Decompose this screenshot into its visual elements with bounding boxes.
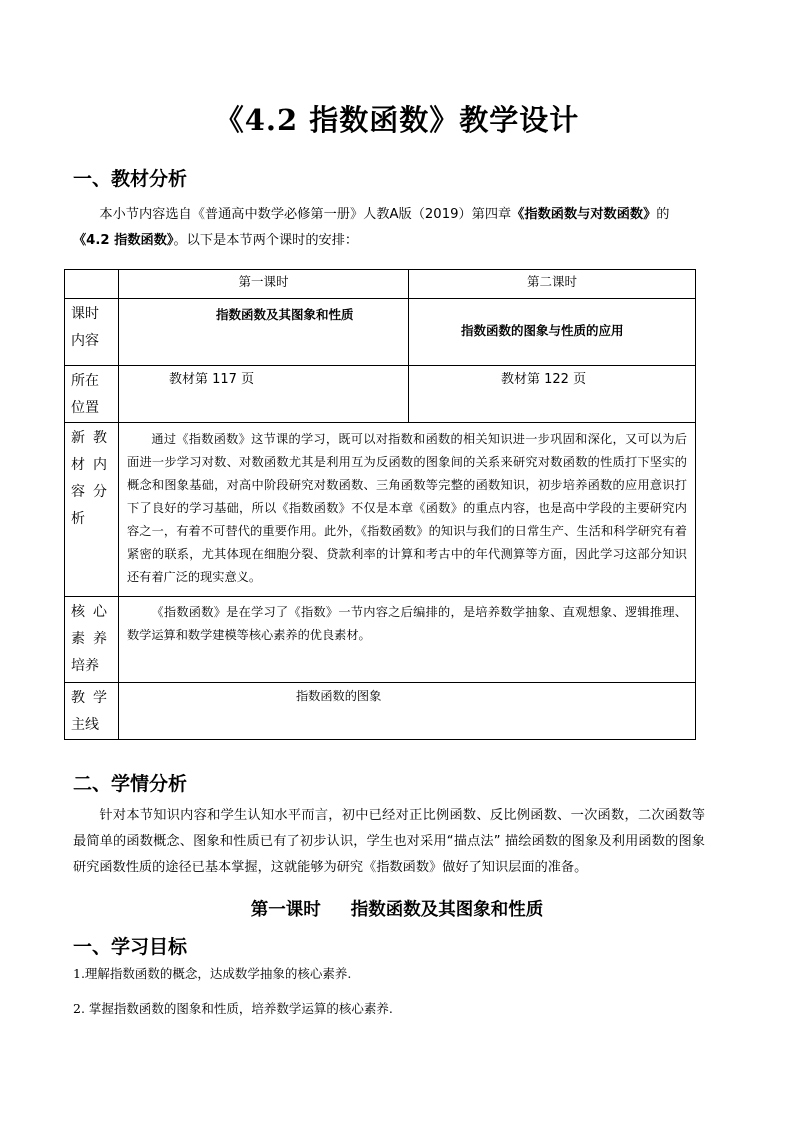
- intro-paragraph: [73, 202, 705, 254]
- table-row-content: [65, 299, 696, 366]
- lesson-title-topic: 指数函数及其图象和性质: [350, 900, 544, 920]
- row-label-content: [65, 299, 119, 366]
- learning-goal-1: 1.理解指数函数的概念，达成数学抽象的核心素养.: [73, 966, 352, 981]
- cell-content-lesson-1: 指数函数及其图象和性质: [119, 299, 409, 366]
- label-char: 心: [93, 604, 107, 620]
- label-char: 教: [93, 430, 107, 446]
- learning-goal-2: 2. 掌握指数函数的图象和性质，培养数学运算的核心素养.: [73, 1001, 393, 1016]
- table-header-row: [65, 270, 696, 299]
- label-char: 新: [71, 430, 85, 446]
- header-lesson-1: 第一课时: [119, 270, 409, 299]
- row-label-location-line1: 所在: [71, 373, 99, 389]
- label-char: 教: [71, 690, 85, 706]
- label-char: 素: [71, 631, 85, 647]
- lesson-plan-table: [64, 269, 696, 740]
- intro-text-1: 本小节内容选自《普通高中数学必修第一册》人教A版（2019）第四章: [99, 207, 512, 222]
- table-row-mainline: [65, 683, 696, 740]
- intro-section-name: 《4.2 指数函数》: [73, 233, 174, 248]
- cell-analysis-text: 通过《指数函数》这节课的学习，既可以对指数和函数的相关知识进一步巩固和深化，又可以为后面进一步学习对数、对数函数尤其是利用互为反函数的图象间的关系来研究对数函数的性质打下坚实的概念和图象基础，对高中阶段研究对数函数、三角函数等完整的函数知识，初步培养函数的应用意识打下了良好的学习基础，所以《指数函数》不仅是本章《函数》的重点内容，也是高中学段的主要研究内容之一，有着不可替代的重要作用。此外，《指数函数》的知识与我们的日常生产、生活和科学研究有着紧密的联系，尤其体现在细胞分裂、贷款利率的计算和考古中的年代测算等方面，因此学习这部分知识还有着广泛的现实意义。: [119, 423, 696, 597]
- document-title: 《4.2 指数函数》教学设计: [214, 103, 580, 137]
- row-label-content-line1: 课时: [71, 306, 99, 322]
- section-heading-student-analysis: 二、学情分析: [73, 773, 188, 795]
- row-label-content-line2: 内容: [71, 333, 99, 349]
- row-label-location: [65, 366, 119, 423]
- label-char: 内: [93, 457, 107, 473]
- student-analysis-paragraph: 针对本节知识内容和学生认知水平而言，初中已经对正比例函数、反比例函数、一次函数，二次函数等最简单的函数概念、图象和性质已有了初步认识，学生也对采用“描点法” 描绘函数的图象及利用函数的图象研究函数性质的途径已基本掌握，这就能够为研究《指数函数》做好了知识层面的准备。: [73, 808, 705, 875]
- intro-text-3: 。以下是本节两个课时的安排：: [173, 233, 359, 248]
- lesson-title-number: 第一课时: [250, 900, 321, 920]
- row-label-analysis: [65, 423, 119, 597]
- label-char: 材: [71, 457, 85, 473]
- label-char: 养: [93, 631, 107, 647]
- label-char: 主线: [71, 717, 99, 733]
- table-row-core-literacy: [65, 597, 696, 683]
- table-row-location: [65, 366, 696, 423]
- intro-text-2: 的: [656, 207, 670, 222]
- label-char: 分: [93, 484, 107, 500]
- cell-location-lesson-1: 教材第 117 页: [119, 366, 409, 423]
- label-char: 培养: [71, 658, 99, 674]
- intro-chapter-name: 《指数函数与对数函数》: [511, 207, 657, 222]
- row-label-mainline: [65, 683, 119, 740]
- cell-core-literacy-text: 《指数函数》是在学习了《指数》一节内容之后编排的，是培养数学抽象、直观想象、逻辑推理、数学运算和数学建模等核心素养的优良素材。: [119, 597, 696, 683]
- cell-content-lesson-2: 指数函数的图象与性质的应用: [409, 299, 696, 366]
- label-char: 核: [71, 604, 85, 620]
- row-label-core-literacy: [65, 597, 119, 683]
- cell-location-lesson-2: 教材第 122 页: [409, 366, 696, 423]
- header-lesson-2: 第二课时: [409, 270, 696, 299]
- row-label-location-line2: 位置: [71, 400, 99, 416]
- lesson-title: [0, 896, 794, 921]
- label-char: 学: [93, 690, 107, 706]
- section-heading-learning-goals: 一、学习目标: [73, 936, 188, 958]
- label-char: 析: [71, 511, 85, 527]
- cell-mainline-text: 指数函数的图象: [119, 683, 696, 740]
- table-corner-cell: [65, 270, 119, 299]
- section-heading-textbook-analysis: 一、教材分析: [73, 168, 188, 190]
- table-row-analysis: [65, 423, 696, 597]
- label-char: 容: [71, 484, 85, 500]
